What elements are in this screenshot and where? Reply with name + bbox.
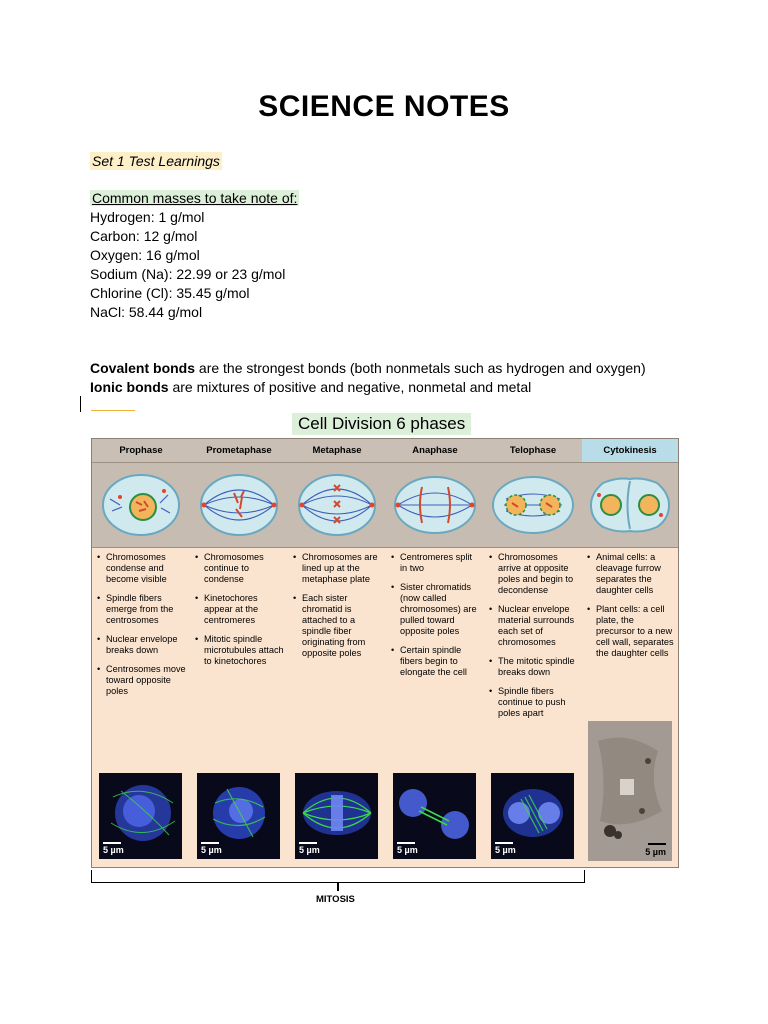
cell-illustration [484,463,582,548]
scale-bar [103,842,121,844]
scale-bar [299,842,317,844]
cell-division-table [91,438,679,868]
text-cursor [80,396,81,412]
bullet-item: • Centromeres split in two [390,552,481,574]
bond-term: Covalent bonds [90,360,196,376]
bullet-item: • Plant cells: a cell plate, the precursor to a new cell wall, separates the daughter cells [586,604,675,659]
covalent-bond-note [90,360,646,376]
mitosis-bracket-tick [337,882,339,891]
mass-item: Sodium (Na): 22.99 or 23 g/mol [90,266,286,282]
micrograph-image [99,773,182,859]
bullet-item: • Chromosomes arrive at opposite poles and begin to decondense [488,552,579,596]
micrograph-image [393,773,476,859]
mass-item: Oxygen: 16 g/mol [90,247,200,263]
ionic-bond-note [90,379,531,395]
phase-column-prometaphase [190,439,289,867]
empty-underline [91,410,135,411]
bond-text: are mixtures of positive and negative, nonmetal and metal [168,379,532,395]
micrograph-image [491,773,574,859]
scale-label: 5 µm [299,845,320,855]
micrograph-image [197,773,280,859]
scale-label: 5 µm [103,845,124,855]
bullet-item: • Chromosomes condense and become visible [96,552,187,585]
bullet-item: • Certain spindle fibers begin to elongate the cell [390,645,481,678]
bullet-item: • The mitotic spindle breaks down [488,656,579,678]
bond-text: are the strongest bonds (both nonmetals such as hydrogen and oxygen) [195,360,646,376]
cell-illustration [582,463,678,548]
phase-header: Anaphase [386,439,484,463]
scale-bar [648,843,666,845]
scale-label: 5 µm [645,847,666,857]
mass-item: Hydrogen: 1 g/mol [90,209,205,225]
cell-illustration [92,463,190,548]
bullet-item: • Chromosomes are lined up at the metaphase plate [292,552,383,585]
bullet-item: • Mitotic spindle microtubules attach to kinetochores [194,634,285,667]
bullet-item: • Centrosomes move toward opposite poles [96,664,187,697]
section-subtitle: Set 1 Test Learnings [92,153,220,169]
cell-illustration [190,463,288,548]
bond-term: Ionic bonds [90,379,169,395]
mass-item: Carbon: 12 g/mol [90,228,198,244]
diagram-title: Cell Division 6 phases [292,413,471,435]
phase-column-telophase [484,439,583,867]
phase-column-anaphase [386,439,485,867]
scale-bar [397,842,415,844]
bullet-item: • Spindle fibers emerge from the centrosomes [96,593,187,626]
mass-item: NaCl: 58.44 g/mol [90,304,203,320]
metaphase-cell-icon [294,469,380,541]
masses-heading: Common masses to take note of: [92,190,298,206]
electron-micrograph-image [588,721,672,861]
bullet-item: • Each sister chromatid is attached to a spindle fiber originating from opposite poles [292,593,383,659]
cytokinesis-cell-icon [587,469,673,541]
masses-list [90,208,285,322]
phase-bullets [390,552,481,686]
cell-illustration [288,463,386,548]
bullet-item: • Nuclear envelope material surrounds each set of chromosomes [488,604,579,648]
cell-illustration [386,463,484,548]
scale-bar [201,842,219,844]
micrograph-image [295,773,378,859]
phase-bullets [96,552,187,705]
prophase-cell-icon [98,469,184,541]
prometaphase-cell-icon [196,469,282,541]
bullet-item: • Chromosomes continue to condense [194,552,285,585]
phase-bullets [292,552,383,667]
phase-column-cytokinesis [582,439,678,867]
scale-bar [495,842,513,844]
page-title: SCIENCE NOTES [258,90,510,123]
bullet-item: • Spindle fibers continue to push poles apart [488,686,579,719]
micrograph-picture [588,721,672,861]
phase-bullets [194,552,285,675]
phase-header: Metaphase [288,439,386,463]
bullet-item: • Kinetochores appear at the centromeres [194,593,285,626]
bullet-item: • Nuclear envelope breaks down [96,634,187,656]
phase-bullets [488,552,579,727]
scale-label: 5 µm [495,845,516,855]
phase-header: Cytokinesis [582,439,678,463]
phase-column-metaphase [288,439,387,867]
scale-label: 5 µm [397,845,418,855]
mass-item: Chlorine (Cl): 35.45 g/mol [90,285,250,301]
phase-column-prophase [92,439,191,867]
bullet-item: • Sister chromatids (now called chromosomes) are pulled toward opposite poles [390,582,481,637]
scale-label: 5 µm [201,845,222,855]
telophase-cell-icon [490,469,576,541]
phase-bullets [586,552,675,667]
phase-header: Prometaphase [190,439,288,463]
phase-header: Telophase [484,439,582,463]
bullet-item: • Animal cells: a cleavage furrow separates the daughter cells [586,552,675,596]
anaphase-cell-icon [392,469,478,541]
phase-header: Prophase [92,439,190,463]
mitosis-label: MITOSIS [316,894,355,905]
